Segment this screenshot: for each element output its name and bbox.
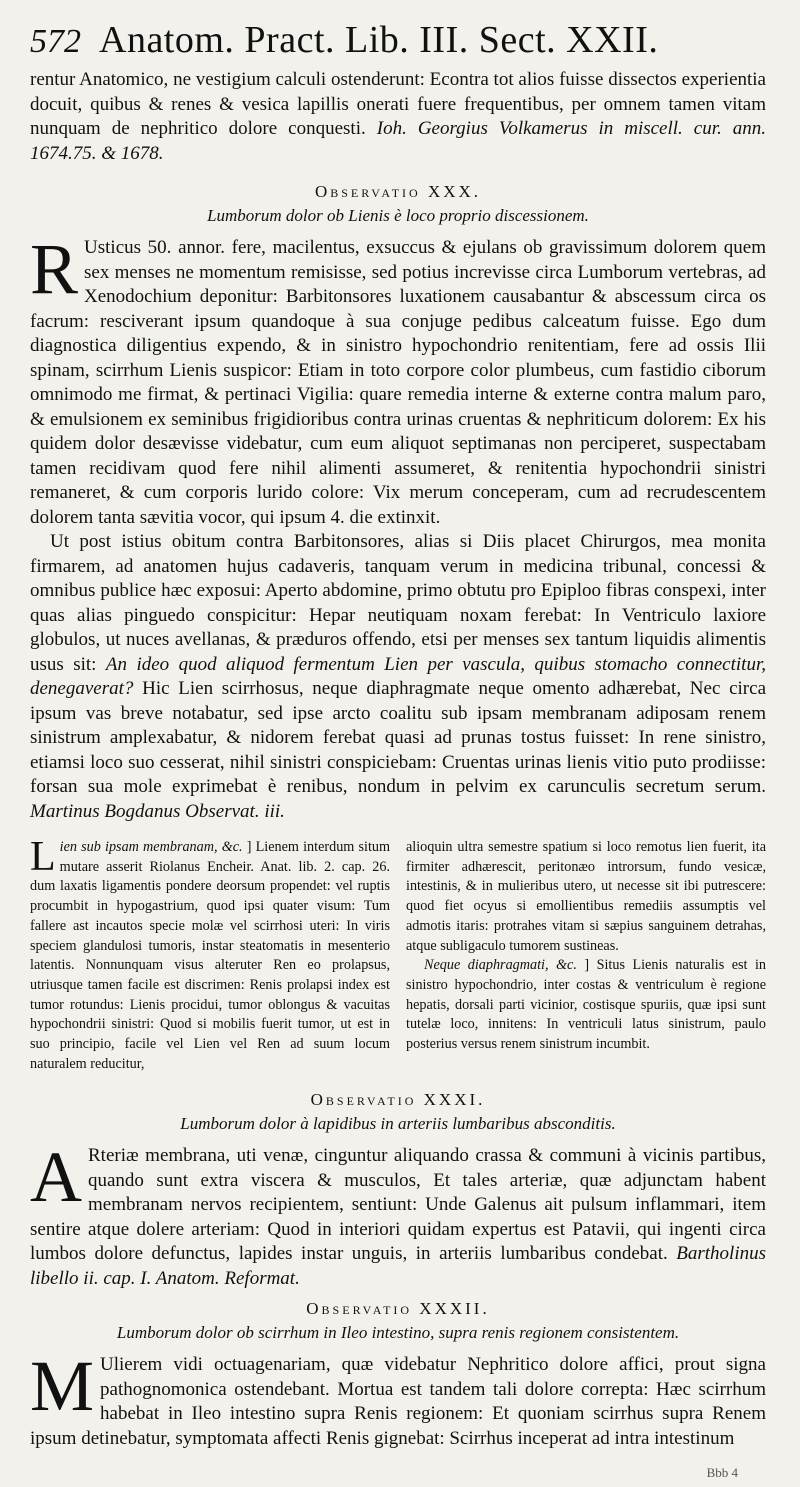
intro-text: rentur Anatomico, ne vestigium calculi ostenderunt: Econtra tot alios fuisse dissectos experientia docuit, quibus & renes & vesica lapillis onerati fuere frequentibus, per omnem tamen vitam nunquam de nephritico dolore conquesti. [30,69,766,139]
observation-31-citation: Bartholinus libello ii. cap. I. Anatom. Reformat. [30,1243,766,1289]
observation-31-paragraph [30,1137,766,1291]
notes-right-column [406,838,766,1074]
note-dropcap: L [30,834,56,880]
intro-paragraph [30,68,766,166]
signature-mark: Bbb 4 [706,1465,738,1480]
page-header [30,18,766,68]
notes-left-column [30,834,391,1074]
observation-30-title: Observatio XXX. [314,182,482,201]
observation-31-subtitle: Lumborum dolor à lapidibus in arteriis lumbaribus absconditis. [180,1114,616,1134]
observation-30-text-1: Usticus 50. annor. fere, macilentus, exsuccus & ejulans ob gravissimum dolorem quem sex menses ne momentum remisisse, sed potius increvisse circa Lumborum vertebras, ad Xenodochium deponitur: Barbitonsores luxationem causabantur & abscessum circa os facrum: resciverant ipsum quandoque à sua conjuge pedibus calceatum fuisse. Ego dum diagnostica diligentius expendo, & in sinistro hypochondrio renitentiam, fere ad ossis Ilii spinam, scirrhum Lienis suspicor: Etiam in toto corpore color plumbeus, cum fastidio ciborum omnimodo me firmat, & pertinaci Vigilia: quare remedia interne & externe contra malum paro, & emulsionem ex seminibus frigidioribus contra urinas cruentas & nephriticum dolorem: Ex his quidem dolor desævisse videbatur, cum eum aliquot septimanas non perciperet, suspectabam tamen recidivam quod fere nihil alimenti assumeret, & renitentia hypochondrii sinistri remaneret, & cum corporis lurido colore: Vix merum conceperam, cum ad recrudescentem dolorem tanta sævitia vocor, qui ipsum 4. die extinxit. [30,237,766,528]
commentary-notes [30,834,767,1074]
note-lemma-1: ien sub ipsam membranam, &c. [59,839,243,855]
observation-32-paragraph [30,1346,766,1451]
observation-32-title: Observatio XXXII. [306,1299,490,1319]
observation-31-dropcap: A [30,1137,82,1218]
observation-31-title: Observatio XXXI. [310,1090,486,1110]
page-number: 572 [30,23,81,60]
observation-30-subtitle: Lumborum dolor ob Lienis è loco proprio discessionem. [207,206,589,225]
running-title: Anatom. Pract. Lib. III. Sect. XXII. [99,19,659,61]
observation-30-citation: Martinus Bogdanus Observat. iii. [30,800,285,822]
note-lemma-2: Neque diaphragmati, &c. [424,957,577,974]
note-text-2: ] Situs Lienis naturalis est in sinistro hypochondrio, inter costas & ventriculum è regione hepatis, dorsali parti vicinior, costisque spuriis, quæ ipsi sunt tutelæ loco, innitens: In ventriculi latus sinistrum, paulo posterius versus renem sinistrum incumbit. [406,957,767,1053]
observation-30-paragraph-2 [30,530,766,824]
observation-31-text: Rteriæ membrana, uti venæ, cinguntur aliquando crassa & communi à vicinis partibus, quando sunt extra viscera & musculos, Et tales arteriæ, quæ adjunctam habent membranam nervos recipientem, sentiunt: Unde Galenus ait pulsum inflammari, item sentire atque dolere arteriam: Quod in interiori quidam expertus est Patavii, qui ingenti circa lumbos dolore defunctus, lapides instar unguis, in arteriis lumbaribus condebat. [30,1145,766,1265]
observation-30-text-2b: Hic Lien scirrhosus, neque diaphragmate neque omento adhærebat, Nec circa ipsum vas breve notabatur, sed ipse arcto coalitu sub ipsam membranam adiposam renem sinistrum amplexabatur, & nidorem ferebat quasi ad prunas tostus fuisset: In rene sinistro, etiamsi loco suo cesserat, nihil sinistri conspiciebam: Cruentas urinas lienis vitio puto prodiisse: forsan sua mole exprimebat è renibus, nondum in pelvim ex carunculis secretum serum. [30,678,766,797]
observation-32-dropcap: M [30,1346,95,1427]
observation-32-subtitle: Lumborum dolor ob scirrhum in Ileo intestino, supra renis regionem consistentem. [116,1323,680,1343]
observation-30-paragraph-1 [30,229,766,530]
intro-citation: Ioh. Georgius Volkamerus in miscell. cur. ann. 1674.75. & 1678. [30,118,766,164]
observation-32-text: Ulierem vidi octuagenariam, quæ videbatur Nephritico dolore affici, prout signa pathognomonica ostendebant. Mortua est tandem tali dolore correpta: Hæc scirrhum habebat in Ileo intestino supra Renis regionem: Et quoniam scirrhus supra Renem ipsum detinebatur, symptomata affecti Renis gignebat: Scirrhus inceperat ad intra intestinum [30,1354,766,1449]
observation-30-dropcap: R [30,229,79,309]
observation-30-text-2a: Ut post istius obitum contra Barbitonsores, alias si Diis placet Chirurgos, mea monita firmarem, ad anatomen hujus cadaveris, tanquam verum in medicina tribunal, concessi & omnibus publice hæc exposui: Aperto abdomine, primo obtutu pro Epiploo fibras conspexi, inter quas alias pinguedo conspicitur: Hepar neutiquam noxam ferebat: In Ventriculo laxiore globulos, ut nuces avellanas, & præduros offendo, etsi per menses sex tantum liquidis alimentis usus sit: [30,531,766,675]
note-text-1-continued: alioquin ultra semestre spatium si loco remotus lien fuerit, ita firmiter adhærescit, peritonæo introrsum, fundo vesicæ, intestinis, & in mulieribus utero, ut necesse sit ibi putrescere: quod fiet ocyus si emollientibus remediis assumptis vel admotis itaris: protrahes vitam si sæpius sanguinem detrahas, atque subligaculo tumorem sustineas. [406,839,766,954]
note-text-1: ] Lienem interdum situm mutare asserit Riolanus Encheir. Anat. lib. 2. cap. 26. dum laxatis ligamentis pondere deorsum propendet: vel ruptis procumbit in hypogastrium, quod ipsi quater visum: Tum fallere ast incautos specie molæ vel scirrhosi uteri: In viris speciem glandulosi tumoris, instar steatomatis in mesenterio latentis. Nonnunquam visus alteruter Ren eo prolapsus, utriusque tamen facile est discrimen: Renis prolapsi index est tumor rotundus: Lienis procidui, tumor oblongus & vacuitas hypochondrii sinistri: Quod si mobilis fuerit tumor, ut est in suo principio, facile vel Lien vel Ren ad suum locum naturalem reducitur, [30,839,391,1072]
observation-30-question: An ideo quod aliquod fermentum Lien per vascula, quibus stomacho connectitur, denegaverat? [30,653,766,699]
